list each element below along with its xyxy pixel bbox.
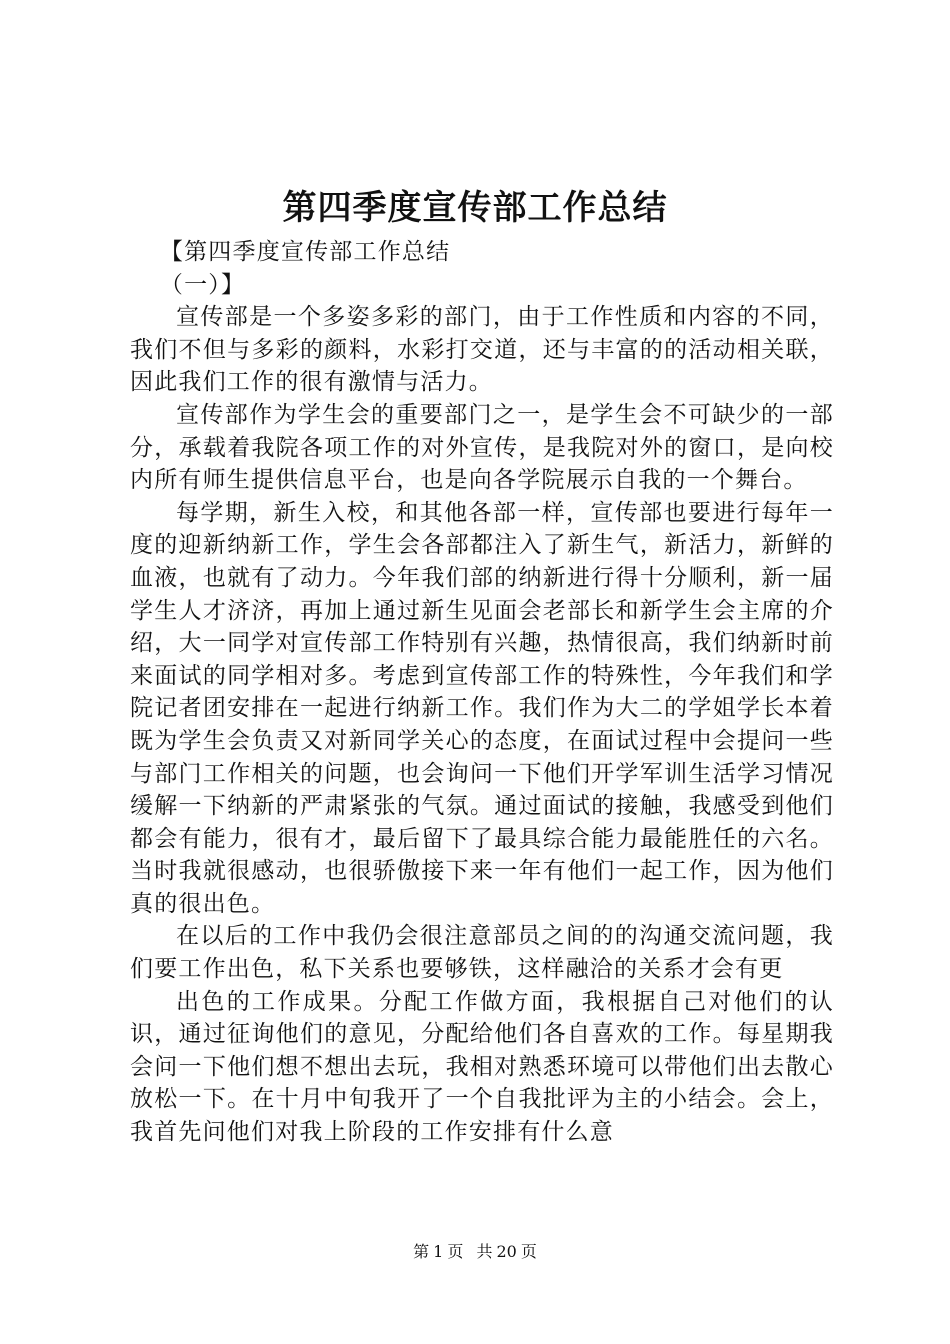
- page-number: 1: [433, 1242, 444, 1261]
- page-indicator: [411, 1242, 465, 1261]
- page-footer: [0, 1240, 950, 1264]
- document-body: [130, 236, 834, 1149]
- total-pages: 20: [496, 1242, 517, 1261]
- total-label-prefix: 共: [476, 1242, 493, 1261]
- paragraph: 在以后的工作中我仍会很注意部员之间的的沟通交流问题，我们要工作出色，私下关系也要够铁，这样融洽的关系才会有更: [130, 923, 834, 983]
- total-pages-indicator: [474, 1242, 538, 1261]
- subtitle-line-2: （一）】: [159, 271, 246, 298]
- page-label-suffix: 页: [447, 1242, 464, 1261]
- paragraph: 出色的工作成果。分配工作做方面，我根据自己对他们的认识，通过征询他们的意见，分配给他们各自喜欢的工作。每星期我会问一下他们想不想出去玩，我相对熟悉环境可以带他们出去散心放松一下。在十月中旬我开了一个自我批评为主的小结会。会上，我首先问他们对我上阶段的工作安排有什么意: [130, 988, 834, 1146]
- document-title: 第四季度宣传部工作总结: [282, 188, 668, 228]
- paragraph: 每学期，新生入校，和其他各部一样，宣传部也要进行每年一度的迎新纳新工作，学生会各部都注入了新生气，新活力，新鲜的血液，也就有了动力。今年我们部的纳新进行得十分顺利，新一届学生人才济济，再加上通过新生见面会老部长和新学生会主席的介绍，大一同学对宣传部工作特别有兴趣，热情很高，我们纳新时前来面试的同学相对多。考虑到宣传部工作的特殊性，今年我们和学院记者团安排在一起进行纳新工作。我们作为大二的学姐学长本着既为学生会负责又对新同学关心的态度，在面试过程中会提问一些与部门工作相关的问题，也会询问一下他们开学军训生活学习情况缓解一下纳新的严肃紧张的气氛。通过面试的接触，我感受到他们都会有能力，很有才，最后留下了最具综合能力最能胜任的六名。当时我就很感动，也很骄傲接下来一年有他们一起工作，因为他们真的很出色。: [130, 499, 834, 917]
- paragraph: 宣传部作为学生会的重要部门之一，是学生会不可缺少的一部分，承载着我院各项工作的对外宣传，是我院对外的窗口，是向校内所有师生提供信息平台，也是向各学院展示自我的一个舞台。: [130, 401, 834, 494]
- total-label-suffix: 页: [520, 1242, 537, 1261]
- subtitle-line-1: 【第四季度宣传部工作总结: [159, 239, 451, 265]
- page-label-prefix: 第: [413, 1242, 430, 1261]
- paragraph: 宣传部是一个多姿多彩的部门，由于工作性质和内容的不同，我们不但与多彩的颜料，水彩打交道，还与丰富的的活动相关联，因此我们工作的很有激情与活力。: [130, 304, 834, 396]
